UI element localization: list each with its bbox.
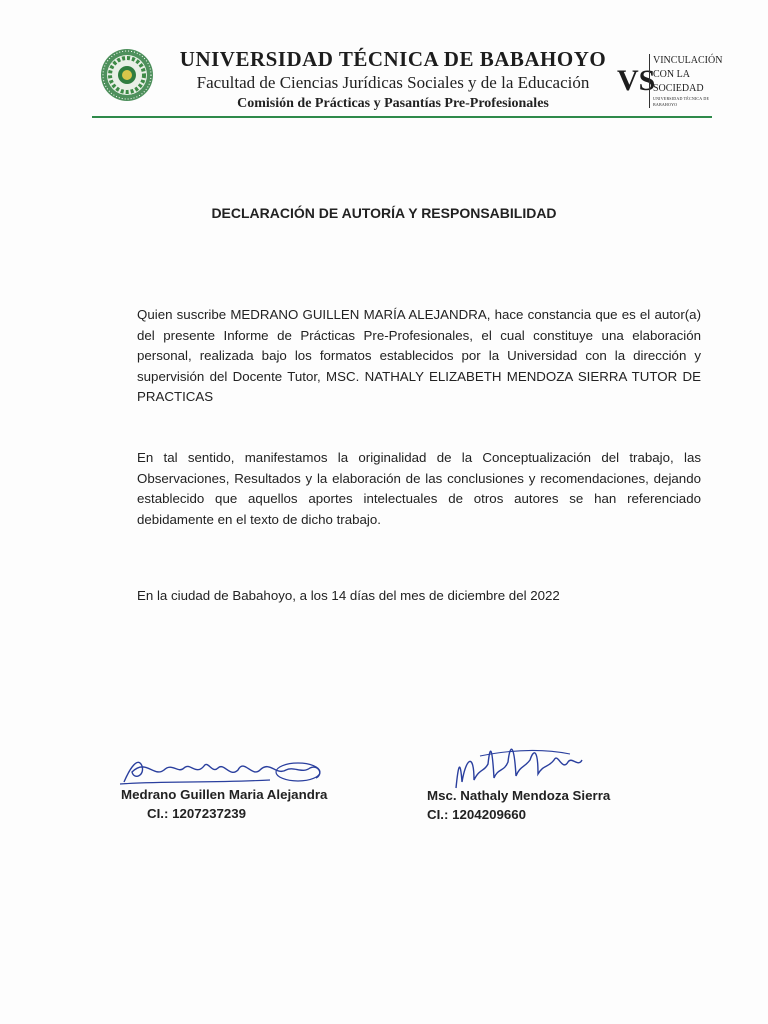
paragraph-date: En la ciudad de Babahoyo, a los 14 días del mes de diciembre del 2022 [137,588,560,603]
faculty-name: Facultad de Ciencias Jurídicas Sociales y de la Educación [196,73,590,92]
document-title: DECLARACIÓN DE AUTORÍA Y RESPONSABILIDAD [211,205,557,221]
student-name: Medrano Guillen Maria Alejandra [121,787,328,802]
vs-logo-line3: UNIVERSIDAD TÉCNICA DE BABAHOYO [653,96,710,107]
paragraph-authorship: Quien suscribe MEDRANO GUILLEN MARÍA ALEJANDRA, hace constancia que es el autor(a) del presente Informe de Prácticas Pre-Profesionales, el cual constituye una elaboración personal, realizada bajo los formatos establecidos por la Universidad con la dirección y supervisión del Docente Tutor, MSC. NATHALY ELIZABETH MENDOZA SIERRA TUTOR DE PRACTICAS [137,307,701,405]
tutor-name: Msc. Nathaly Mendoza Sierra [427,788,611,803]
svg-text:VS: VS [617,64,656,97]
student-id: CI.: 1207237239 [147,806,247,821]
vs-logo-line2: CON LA SOCIEDAD [653,69,704,94]
vs-logo-icon [617,52,656,100]
university-name: UNIVERSIDAD TÉCNICA DE BABAHOYO [179,47,607,71]
tutor-id: CI.: 1204209660 [427,807,527,822]
header-divider [92,116,712,118]
commission-name: Comisión de Prácticas y Pasantías Pre-Profesionales [237,96,549,111]
paragraph-originality: En tal sentido, manifestamos la originalidad de la Conceptualización del trabajo, las Observaciones, Resultados y la elaboración de las conclusiones y recomendaciones, dejando establecido que aquellos aportes intelectuales de otros autores se han referenciado debidamente en el texto de dicho trabajo. [137,450,701,527]
header [168,46,618,114]
vinculacion-logo [617,52,727,107]
student-signature [120,748,330,790]
university-seal-icon [97,44,165,104]
vs-logo-line1: VINCULACIÓN [653,55,723,66]
